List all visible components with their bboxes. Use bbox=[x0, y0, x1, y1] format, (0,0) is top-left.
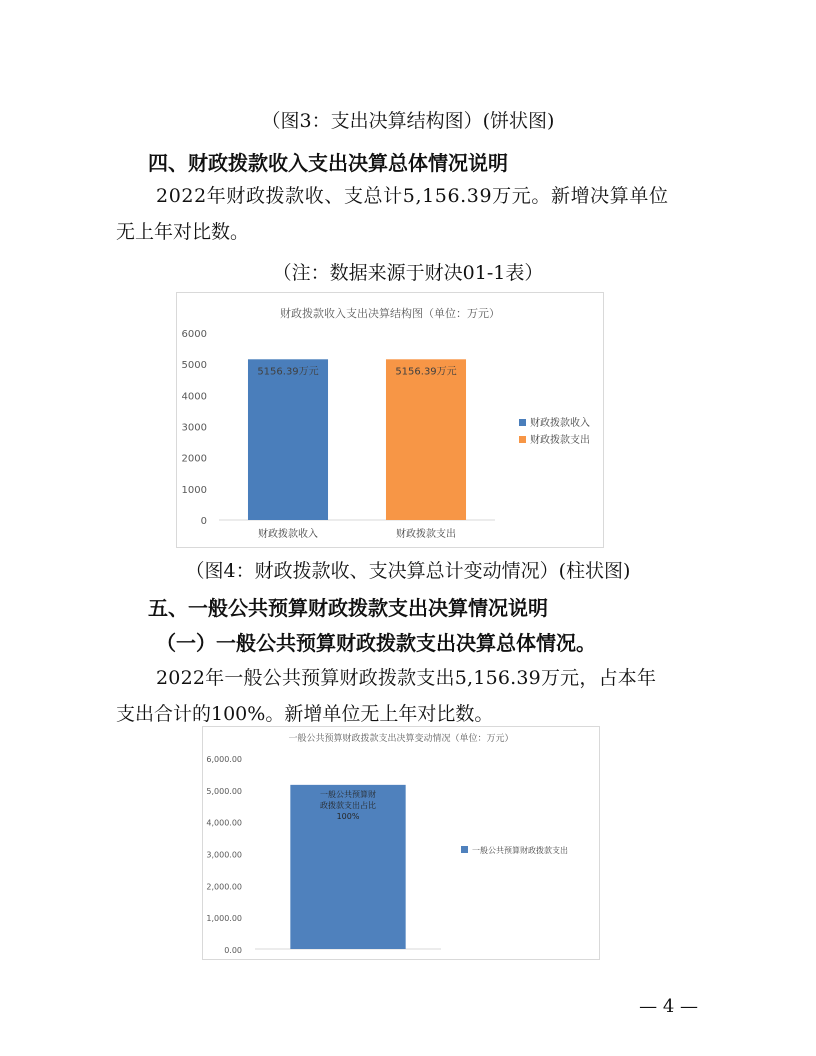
section-4-paragraph-line-2: 无上年对比数。 bbox=[116, 221, 250, 243]
chart-title: 财政拨款收入支出决算结构图（单位：万元） bbox=[280, 307, 500, 320]
legend-entry: 一般公共预算财政拨款支出 bbox=[472, 846, 568, 855]
bar-data-label: 5156.39万元 bbox=[395, 366, 457, 378]
general-budget-expenditure-chart bbox=[202, 726, 600, 960]
legend-entry: 财政拨款收入 bbox=[530, 418, 590, 429]
legend-entry: 财政拨款支出 bbox=[530, 435, 590, 446]
page-number: — 4 — bbox=[639, 996, 698, 1017]
fiscal-appropriation-chart bbox=[176, 292, 604, 548]
y-tick-label: 5,000.00 bbox=[206, 786, 242, 796]
x-category-label: 财政拨款收入 bbox=[258, 529, 318, 540]
y-tick-label: 1,000.00 bbox=[206, 914, 242, 924]
section-4-paragraph-line-1: 2022年财政拨款收、支总计5,156.39万元。新增决算单位 bbox=[156, 185, 669, 207]
y-tick-label: 6,000.00 bbox=[206, 755, 242, 764]
section-5-subheading: （一）一般公共预算财政拨款支出决算总体情况。 bbox=[156, 631, 596, 655]
legend-swatch bbox=[461, 846, 468, 853]
bar-data-label-line: 政拨款支出占比 bbox=[320, 800, 376, 810]
bar bbox=[386, 359, 466, 520]
y-tick-label: 2000 bbox=[181, 453, 207, 465]
y-tick-label: 3,000.00 bbox=[206, 850, 242, 860]
bar-data-label-line: 一般公共预算财 bbox=[320, 789, 376, 799]
bar-data-label: 5156.39万元 bbox=[257, 366, 319, 378]
y-tick-label: 4000 bbox=[181, 391, 207, 403]
y-tick-label: 0 bbox=[200, 516, 207, 527]
section-5-heading: 五、一般公共预算财政拨款支出决算情况说明 bbox=[148, 596, 548, 620]
bar-data-label-line: 100% bbox=[336, 811, 360, 821]
section-4-heading: 四、财政拨款收入支出决算总体情况说明 bbox=[148, 151, 508, 175]
y-tick-label: 6000 bbox=[181, 329, 207, 340]
legend-swatch bbox=[519, 436, 526, 443]
y-tick-label: 1000 bbox=[181, 484, 207, 496]
figure-4-caption: （图4：财政拨款收、支决算总计变动情况）(柱状图) bbox=[185, 560, 631, 582]
legend-swatch bbox=[519, 419, 526, 426]
y-tick-label: 4,000.00 bbox=[206, 818, 242, 828]
data-source-note: （注：数据来源于财决01-1表） bbox=[272, 262, 544, 284]
fiscal-appropriation-chart-svg bbox=[177, 293, 603, 547]
y-tick-label: 3000 bbox=[181, 422, 207, 434]
bar bbox=[248, 359, 328, 520]
section-5-paragraph-line-2: 支出合计的100%。新增单位无上年对比数。 bbox=[116, 703, 494, 725]
chart-title: 一般公共预算财政拨款支出决算变动情况（单位：万元） bbox=[288, 734, 514, 744]
general-budget-expenditure-chart-svg bbox=[203, 727, 599, 959]
y-tick-label: 5000 bbox=[181, 360, 207, 372]
y-tick-label: 0.00 bbox=[224, 946, 242, 955]
x-category-label: 财政拨款支出 bbox=[396, 529, 456, 540]
figure-3-caption: （图3：支出决算结构图）(饼状图) bbox=[261, 110, 555, 132]
y-tick-label: 2,000.00 bbox=[206, 882, 242, 892]
section-5-paragraph-line-1: 2022年一般公共预算财政拨款支出5,156.39万元，占本年 bbox=[156, 667, 657, 689]
